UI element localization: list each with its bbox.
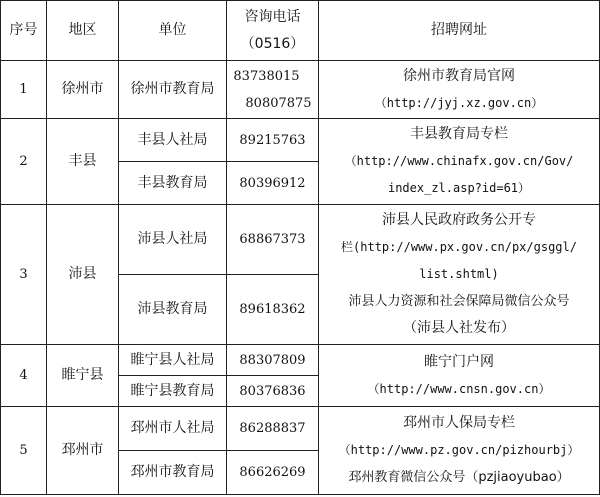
row-unit: 邳州市教育局 bbox=[119, 451, 227, 495]
table-row bbox=[1, 61, 600, 119]
site-line: 睢宁门户网 bbox=[424, 353, 494, 370]
row-site bbox=[319, 61, 600, 119]
header-phone-label: 咨询电话 bbox=[244, 8, 301, 25]
header-area: 地区 bbox=[47, 1, 119, 61]
row-area: 睢宁县 bbox=[47, 345, 119, 407]
site-url: list.shtml) bbox=[419, 267, 499, 281]
row-phone bbox=[227, 61, 319, 119]
header-unit: 单位 bbox=[119, 1, 227, 61]
row-area: 丰县 bbox=[47, 119, 119, 205]
site-line: 邳州教育微信公众号（pzjiaoyubao） bbox=[348, 470, 570, 485]
phone-number: 68867373 bbox=[227, 205, 319, 275]
row-area: 邳州市 bbox=[47, 407, 119, 495]
table-header-row bbox=[1, 1, 600, 61]
row-unit: 邳州市人社局 bbox=[119, 407, 227, 451]
row-area: 徐州市 bbox=[47, 61, 119, 119]
site-line: 徐州市教育局官网 bbox=[403, 67, 515, 84]
header-seq: 序号 bbox=[1, 1, 47, 61]
phone-number: 86288837 bbox=[227, 407, 319, 451]
site-url: （http://www.chinafx.gov.cn/Gov/ bbox=[344, 154, 574, 168]
table-row bbox=[1, 119, 600, 162]
site-url: （http://www.pz.gov.cn/pizhourbj） bbox=[338, 443, 580, 457]
table-row bbox=[1, 345, 600, 376]
row-unit: 睢宁县教育局 bbox=[119, 376, 227, 407]
row-site bbox=[319, 205, 600, 345]
phone-number: 80807875 bbox=[245, 95, 312, 111]
row-unit: 丰县人社局 bbox=[119, 119, 227, 162]
row-site bbox=[319, 407, 600, 495]
site-line: 丰县教育局专栏 bbox=[410, 126, 508, 142]
row-area: 沛县 bbox=[47, 205, 119, 345]
phone-number: 80376836 bbox=[227, 376, 319, 407]
phone-number: 89215763 bbox=[227, 119, 319, 162]
row-seq: 2 bbox=[1, 119, 47, 205]
site-line: 沛县人民政府政务公开专 bbox=[382, 212, 536, 228]
site-url: （http://www.cnsn.gov.cn） bbox=[367, 381, 551, 396]
row-unit: 徐州市教育局 bbox=[119, 61, 227, 119]
phone-number: 88307809 bbox=[227, 345, 319, 376]
site-url: （http://jyj.xz.gov.cn） bbox=[374, 95, 544, 110]
table-row bbox=[1, 407, 600, 451]
row-seq: 5 bbox=[1, 407, 47, 495]
header-phone-areacode: （0516） bbox=[240, 35, 305, 52]
row-site bbox=[319, 345, 600, 407]
site-url: index_zl.asp?id=61） bbox=[387, 181, 531, 195]
phone-number: 86626269 bbox=[227, 451, 319, 495]
phone-number: 80396912 bbox=[227, 162, 319, 205]
row-seq: 3 bbox=[1, 205, 47, 345]
phone-number: 83738015 bbox=[233, 68, 300, 84]
row-unit: 沛县教育局 bbox=[119, 275, 227, 345]
row-unit: 沛县人社局 bbox=[119, 205, 227, 275]
site-line: 邳州市人保局专栏 bbox=[403, 415, 515, 431]
site-line: 沛县人力资源和社会保障局微信公众号 bbox=[348, 294, 570, 309]
row-unit: 丰县教育局 bbox=[119, 162, 227, 205]
row-seq: 4 bbox=[1, 345, 47, 407]
row-seq: 1 bbox=[1, 61, 47, 119]
row-site bbox=[319, 119, 600, 205]
phone-number: 89618362 bbox=[227, 275, 319, 345]
site-line: （沛县人社发布） bbox=[403, 320, 515, 336]
header-phone bbox=[227, 1, 319, 61]
site-url: 栏(http://www.px.gov.cn/px/gsggl/ bbox=[341, 240, 577, 254]
table-row bbox=[1, 205, 600, 275]
header-site: 招聘网址 bbox=[319, 1, 600, 61]
row-unit: 睢宁县人社局 bbox=[119, 345, 227, 376]
